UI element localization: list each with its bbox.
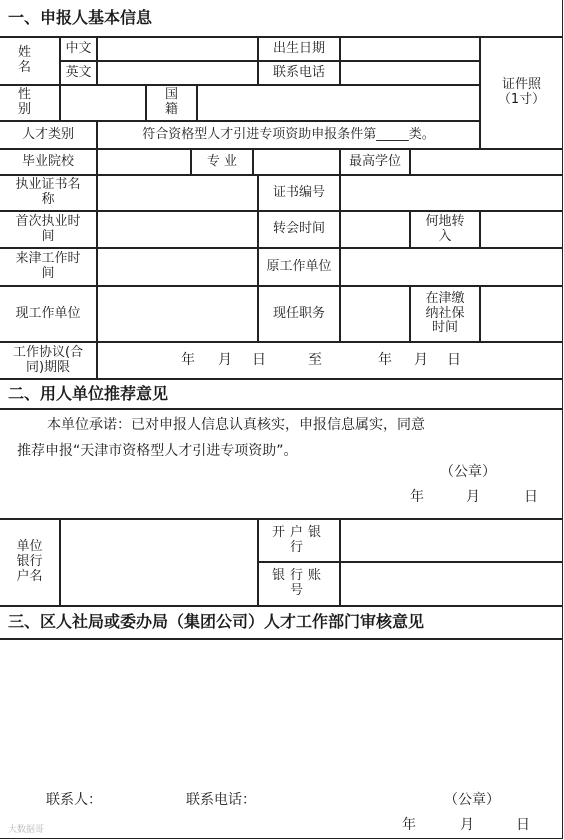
contract-end-year: 年: [378, 352, 392, 368]
former-employer-field[interactable]: [340, 248, 563, 286]
contract-start-day: 日: [252, 352, 266, 368]
review-date-year: 年: [402, 817, 416, 833]
account-name-field[interactable]: [60, 519, 258, 606]
social-security-field[interactable]: [480, 286, 563, 342]
gender-field[interactable]: [60, 85, 146, 121]
license-number-label: 证书编号: [258, 175, 340, 211]
contract-start-month: 月: [218, 352, 232, 368]
license-number-field[interactable]: [340, 175, 563, 211]
account-number-label: 银行账号: [258, 562, 340, 606]
section3-title: 三、区人社局或委办局（集团公司）人才工作部门审核意见: [0, 606, 563, 639]
nationality-field[interactable]: [197, 85, 480, 121]
current-employer-label: 现工作单位: [0, 286, 97, 342]
name-label: 姓 名: [0, 37, 60, 85]
review-date-day: 日: [516, 817, 530, 833]
review-date-month: 月: [460, 817, 474, 833]
watermark: 大数据哥: [8, 825, 45, 835]
school-field[interactable]: [97, 149, 191, 175]
transfer-from-field[interactable]: [480, 211, 563, 248]
commitment-line2: 推荐申报“天津市资格型人才引进专项资助”。: [17, 443, 298, 459]
employer-seal: （公章）: [440, 464, 496, 480]
employer-date-year: 年: [410, 489, 424, 505]
contract-to: 至: [308, 352, 322, 368]
current-position-label: 现任职务: [258, 286, 340, 342]
major-field[interactable]: [253, 149, 340, 175]
contact-phone-label: 联系电话：: [186, 792, 256, 808]
contract-end-day: 日: [447, 352, 461, 368]
contract-end-month: 月: [414, 352, 428, 368]
first-practice-label: 首次执业时间: [0, 211, 97, 248]
current-position-field[interactable]: [340, 286, 410, 342]
employer-date-day: 日: [524, 489, 538, 505]
photo-size: （1寸）: [497, 92, 546, 107]
account-number-field[interactable]: [340, 562, 563, 606]
photo-box[interactable]: [480, 37, 563, 149]
contact-person-label: 联系人：: [46, 792, 102, 808]
talent-type-label: 人才类别: [0, 121, 97, 149]
transfer-time-label: 转会时间: [258, 211, 340, 248]
first-practice-field[interactable]: [97, 211, 258, 248]
section1-title: 一、申报人基本信息: [0, 0, 563, 37]
account-name-label: 单位银行户名: [0, 519, 60, 606]
bank-label: 开户银行: [258, 519, 340, 562]
birth-date-label: 出生日期: [258, 37, 340, 61]
contract-start-year: 年: [181, 352, 195, 368]
license-name-field[interactable]: [97, 175, 258, 211]
gender-label: 性 别: [0, 85, 60, 121]
phone-label: 联系电话: [258, 61, 340, 85]
chinese-name-label: 中文: [60, 37, 97, 61]
commitment-line1: 本单位承诺：已对申报人信息认真核实，申报信息属实，同意: [47, 417, 425, 433]
contract-period-field[interactable]: [97, 342, 563, 379]
review-block[interactable]: [0, 639, 563, 839]
current-employer-field[interactable]: [97, 286, 258, 342]
arrival-time-field[interactable]: [97, 248, 258, 286]
transfer-time-field[interactable]: [340, 211, 410, 248]
review-seal: （公章）: [444, 792, 500, 808]
license-name-label: 执业证书名称: [0, 175, 97, 211]
talent-type-value: 符合资格型人才引进专项资助申报条件第_____类。: [97, 121, 480, 149]
degree-field[interactable]: [410, 149, 563, 175]
english-name-field[interactable]: [97, 61, 258, 85]
employer-date-month: 月: [466, 489, 480, 505]
arrival-time-label: 来津工作时间: [0, 248, 97, 286]
school-label: 毕业院校: [0, 149, 97, 175]
english-name-label: 英文: [60, 61, 97, 85]
phone-field[interactable]: [340, 61, 480, 85]
former-employer-label: 原工作单位: [258, 248, 340, 286]
degree-label: 最高学位: [340, 149, 410, 175]
transfer-from-label: 何地转入: [410, 211, 480, 248]
chinese-name-field[interactable]: [97, 37, 258, 61]
recommendation-block[interactable]: [0, 409, 563, 519]
section2-title: 二、用人单位推荐意见: [0, 379, 563, 409]
birth-date-field[interactable]: [340, 37, 480, 61]
major-label: 专 业: [191, 149, 253, 175]
social-security-label: 在津缴纳社保时间: [410, 286, 480, 342]
bank-field[interactable]: [340, 519, 563, 562]
contract-period-label: 工作协议(合同)期限: [0, 342, 97, 379]
nationality-label: 国籍: [146, 85, 197, 121]
photo-label: 证件照: [501, 77, 541, 93]
